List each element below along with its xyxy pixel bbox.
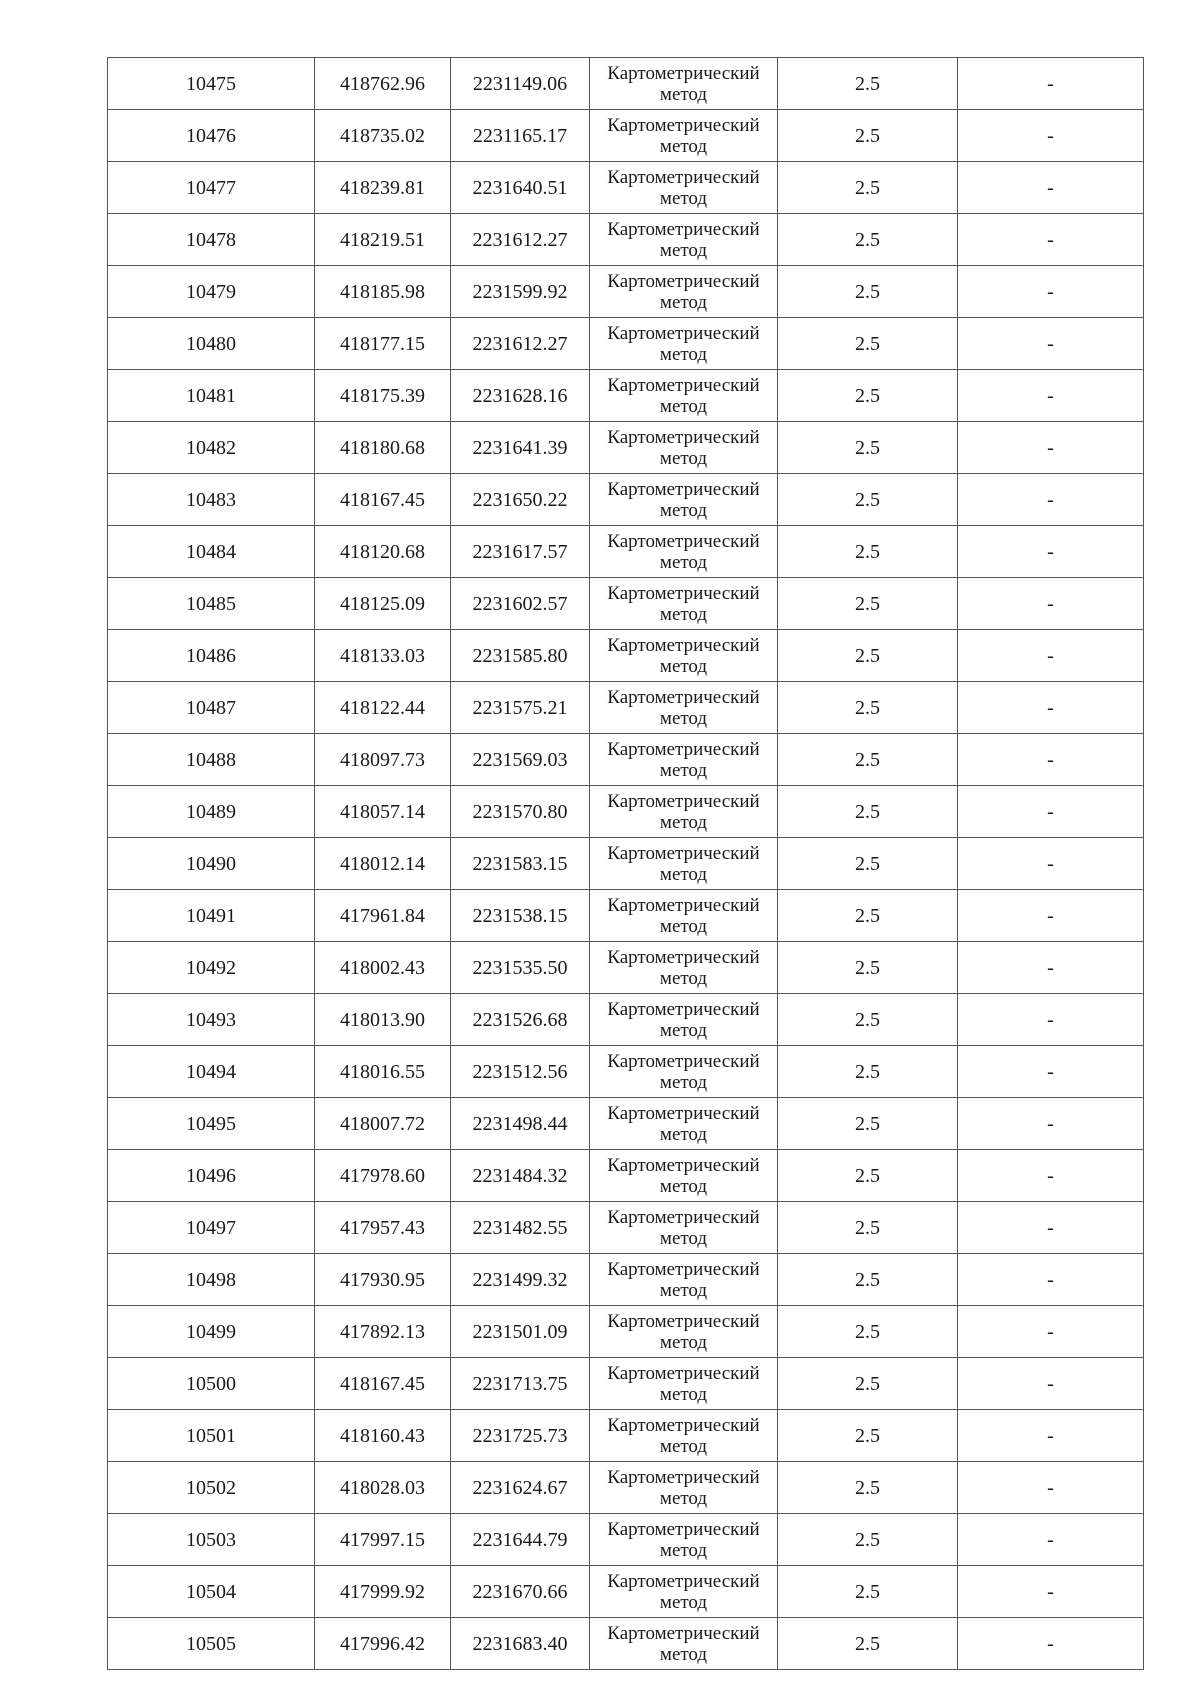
x-coordinate-cell: 418167.45 [315, 1358, 451, 1410]
point-number-cell: 10490 [108, 838, 315, 890]
precision-cell: 2.5 [778, 942, 958, 994]
precision-cell: 2.5 [778, 1410, 958, 1462]
method-cell [590, 994, 778, 1046]
precision-cell: 2.5 [778, 318, 958, 370]
method-line-1: Картометрический [607, 1311, 760, 1332]
precision-cell: 2.5 [778, 786, 958, 838]
y-coordinate-cell: 2231535.50 [451, 942, 590, 994]
note-cell: - [958, 1098, 1144, 1150]
y-coordinate-cell: 2231501.09 [451, 1306, 590, 1358]
point-number-cell: 10498 [108, 1254, 315, 1306]
method-line-1: Картометрический [607, 1259, 760, 1280]
method-line-2: метод [659, 1280, 708, 1301]
table-row [108, 1254, 1144, 1306]
note-cell: - [958, 1618, 1144, 1670]
x-coordinate-cell: 418120.68 [315, 526, 451, 578]
method-line-1: Картометрический [607, 687, 760, 708]
method-line-2: метод [659, 84, 708, 105]
method-line-2: метод [659, 1020, 708, 1041]
method-cell [590, 1306, 778, 1358]
precision-cell: 2.5 [778, 474, 958, 526]
note-cell: - [958, 474, 1144, 526]
y-coordinate-cell: 2231641.39 [451, 422, 590, 474]
method-line-2: метод [659, 1488, 708, 1509]
table-row [108, 422, 1144, 474]
note-cell: - [958, 942, 1144, 994]
method-line-1: Картометрический [607, 1623, 760, 1644]
x-coordinate-cell: 418013.90 [315, 994, 451, 1046]
method-line-2: метод [659, 448, 708, 469]
note-cell: - [958, 734, 1144, 786]
note-cell: - [958, 1046, 1144, 1098]
method-line-2: метод [659, 604, 708, 625]
table-row [108, 1566, 1144, 1618]
x-coordinate-cell: 417892.13 [315, 1306, 451, 1358]
x-coordinate-cell: 418125.09 [315, 578, 451, 630]
x-coordinate-cell: 418028.03 [315, 1462, 451, 1514]
method-cell [590, 1046, 778, 1098]
method-line-1: Картометрический [607, 739, 760, 760]
precision-cell: 2.5 [778, 1514, 958, 1566]
note-cell: - [958, 578, 1144, 630]
precision-cell: 2.5 [778, 214, 958, 266]
note-cell: - [958, 526, 1144, 578]
y-coordinate-cell: 2231585.80 [451, 630, 590, 682]
method-line-2: метод [659, 1176, 708, 1197]
y-coordinate-cell: 2231569.03 [451, 734, 590, 786]
y-coordinate-cell: 2231149.06 [451, 58, 590, 110]
method-line-1: Картометрический [607, 1155, 760, 1176]
point-number-cell: 10496 [108, 1150, 315, 1202]
method-line-2: метод [659, 760, 708, 781]
point-number-cell: 10475 [108, 58, 315, 110]
precision-cell: 2.5 [778, 1150, 958, 1202]
method-line-1: Картометрический [607, 427, 760, 448]
precision-cell: 2.5 [778, 734, 958, 786]
y-coordinate-cell: 2231575.21 [451, 682, 590, 734]
precision-cell: 2.5 [778, 1254, 958, 1306]
method-cell [590, 58, 778, 110]
coordinates-table-body [108, 58, 1144, 1670]
method-line-1: Картометрический [607, 375, 760, 396]
method-cell [590, 630, 778, 682]
precision-cell: 2.5 [778, 890, 958, 942]
table-row [108, 1046, 1144, 1098]
coordinates-table [107, 57, 1144, 1670]
method-line-2: метод [659, 968, 708, 989]
method-cell [590, 110, 778, 162]
precision-cell: 2.5 [778, 1618, 958, 1670]
y-coordinate-cell: 2231725.73 [451, 1410, 590, 1462]
x-coordinate-cell: 418007.72 [315, 1098, 451, 1150]
method-cell [590, 734, 778, 786]
table-row [108, 1306, 1144, 1358]
method-line-1: Картометрический [607, 1051, 760, 1072]
note-cell: - [958, 1150, 1144, 1202]
x-coordinate-cell: 418180.68 [315, 422, 451, 474]
y-coordinate-cell: 2231713.75 [451, 1358, 590, 1410]
method-line-2: метод [659, 136, 708, 157]
y-coordinate-cell: 2231484.32 [451, 1150, 590, 1202]
table-row [108, 318, 1144, 370]
method-cell [590, 526, 778, 578]
table-row [108, 578, 1144, 630]
method-line-1: Картометрический [607, 1571, 760, 1592]
note-cell: - [958, 58, 1144, 110]
precision-cell: 2.5 [778, 266, 958, 318]
note-cell: - [958, 1358, 1144, 1410]
y-coordinate-cell: 2231165.17 [451, 110, 590, 162]
method-line-2: метод [659, 1644, 708, 1665]
x-coordinate-cell: 418177.15 [315, 318, 451, 370]
precision-cell: 2.5 [778, 994, 958, 1046]
point-number-cell: 10482 [108, 422, 315, 474]
method-cell [590, 578, 778, 630]
point-number-cell: 10489 [108, 786, 315, 838]
x-coordinate-cell: 417999.92 [315, 1566, 451, 1618]
method-line-2: метод [659, 708, 708, 729]
method-cell [590, 318, 778, 370]
point-number-cell: 10477 [108, 162, 315, 214]
x-coordinate-cell: 418016.55 [315, 1046, 451, 1098]
method-line-1: Картометрический [607, 635, 760, 656]
table-row [108, 994, 1144, 1046]
precision-cell: 2.5 [778, 110, 958, 162]
table-row [108, 1150, 1144, 1202]
y-coordinate-cell: 2231683.40 [451, 1618, 590, 1670]
y-coordinate-cell: 2231650.22 [451, 474, 590, 526]
method-line-2: метод [659, 812, 708, 833]
point-number-cell: 10501 [108, 1410, 315, 1462]
table-row [108, 838, 1144, 890]
y-coordinate-cell: 2231644.79 [451, 1514, 590, 1566]
y-coordinate-cell: 2231640.51 [451, 162, 590, 214]
method-cell [590, 214, 778, 266]
method-line-2: метод [659, 240, 708, 261]
point-number-cell: 10505 [108, 1618, 315, 1670]
method-cell [590, 1410, 778, 1462]
point-number-cell: 10479 [108, 266, 315, 318]
note-cell: - [958, 1306, 1144, 1358]
x-coordinate-cell: 417978.60 [315, 1150, 451, 1202]
table-row [108, 110, 1144, 162]
method-line-1: Картометрический [607, 1519, 760, 1540]
point-number-cell: 10480 [108, 318, 315, 370]
point-number-cell: 10485 [108, 578, 315, 630]
x-coordinate-cell: 418219.51 [315, 214, 451, 266]
x-coordinate-cell: 417930.95 [315, 1254, 451, 1306]
method-cell [590, 1462, 778, 1514]
y-coordinate-cell: 2231570.80 [451, 786, 590, 838]
x-coordinate-cell: 418175.39 [315, 370, 451, 422]
table-row [108, 1358, 1144, 1410]
x-coordinate-cell: 418160.43 [315, 1410, 451, 1462]
point-number-cell: 10502 [108, 1462, 315, 1514]
point-number-cell: 10483 [108, 474, 315, 526]
x-coordinate-cell: 418735.02 [315, 110, 451, 162]
table-row [108, 1618, 1144, 1670]
point-number-cell: 10492 [108, 942, 315, 994]
method-line-2: метод [659, 500, 708, 521]
method-line-2: метод [659, 1332, 708, 1353]
table-row [108, 942, 1144, 994]
point-number-cell: 10488 [108, 734, 315, 786]
note-cell: - [958, 682, 1144, 734]
method-cell [590, 162, 778, 214]
table-row [108, 162, 1144, 214]
table-row [108, 786, 1144, 838]
method-line-2: метод [659, 552, 708, 573]
method-line-1: Картометрический [607, 167, 760, 188]
x-coordinate-cell: 417961.84 [315, 890, 451, 942]
precision-cell: 2.5 [778, 1462, 958, 1514]
y-coordinate-cell: 2231599.92 [451, 266, 590, 318]
method-line-1: Картометрический [607, 1207, 760, 1228]
precision-cell: 2.5 [778, 370, 958, 422]
method-cell [590, 474, 778, 526]
method-cell [590, 682, 778, 734]
method-line-2: метод [659, 916, 708, 937]
x-coordinate-cell: 418122.44 [315, 682, 451, 734]
method-cell [590, 1566, 778, 1618]
precision-cell: 2.5 [778, 1202, 958, 1254]
x-coordinate-cell: 418012.14 [315, 838, 451, 890]
method-line-2: метод [659, 344, 708, 365]
method-cell [590, 1358, 778, 1410]
table-row [108, 1514, 1144, 1566]
method-line-1: Картометрический [607, 63, 760, 84]
table-row [108, 266, 1144, 318]
method-line-1: Картометрический [607, 479, 760, 500]
y-coordinate-cell: 2231498.44 [451, 1098, 590, 1150]
precision-cell: 2.5 [778, 58, 958, 110]
method-line-1: Картометрический [607, 791, 760, 812]
method-line-1: Картометрический [607, 1415, 760, 1436]
method-line-2: метод [659, 864, 708, 885]
precision-cell: 2.5 [778, 1566, 958, 1618]
note-cell: - [958, 1566, 1144, 1618]
x-coordinate-cell: 418097.73 [315, 734, 451, 786]
precision-cell: 2.5 [778, 1358, 958, 1410]
note-cell: - [958, 266, 1144, 318]
precision-cell: 2.5 [778, 1046, 958, 1098]
note-cell: - [958, 1254, 1144, 1306]
y-coordinate-cell: 2231482.55 [451, 1202, 590, 1254]
point-number-cell: 10491 [108, 890, 315, 942]
table-row [108, 214, 1144, 266]
point-number-cell: 10484 [108, 526, 315, 578]
method-line-1: Картометрический [607, 219, 760, 240]
table-row [108, 682, 1144, 734]
method-line-2: метод [659, 1540, 708, 1561]
note-cell: - [958, 786, 1144, 838]
note-cell: - [958, 1410, 1144, 1462]
method-cell [590, 422, 778, 474]
method-line-2: метод [659, 1592, 708, 1613]
y-coordinate-cell: 2231612.27 [451, 214, 590, 266]
point-number-cell: 10476 [108, 110, 315, 162]
note-cell: - [958, 1514, 1144, 1566]
point-number-cell: 10495 [108, 1098, 315, 1150]
y-coordinate-cell: 2231617.57 [451, 526, 590, 578]
precision-cell: 2.5 [778, 1098, 958, 1150]
method-line-2: метод [659, 656, 708, 677]
method-cell [590, 890, 778, 942]
y-coordinate-cell: 2231512.56 [451, 1046, 590, 1098]
x-coordinate-cell: 418185.98 [315, 266, 451, 318]
x-coordinate-cell: 418239.81 [315, 162, 451, 214]
point-number-cell: 10500 [108, 1358, 315, 1410]
table-row [108, 1202, 1144, 1254]
y-coordinate-cell: 2231628.16 [451, 370, 590, 422]
method-cell [590, 266, 778, 318]
note-cell: - [958, 890, 1144, 942]
note-cell: - [958, 838, 1144, 890]
point-number-cell: 10481 [108, 370, 315, 422]
note-cell: - [958, 214, 1144, 266]
method-line-1: Картометрический [607, 583, 760, 604]
y-coordinate-cell: 2231670.66 [451, 1566, 590, 1618]
method-line-2: метод [659, 1228, 708, 1249]
method-line-1: Картометрический [607, 843, 760, 864]
method-line-2: метод [659, 1072, 708, 1093]
method-line-2: метод [659, 188, 708, 209]
table-row [108, 1098, 1144, 1150]
point-number-cell: 10503 [108, 1514, 315, 1566]
x-coordinate-cell: 417997.15 [315, 1514, 451, 1566]
method-line-1: Картометрический [607, 531, 760, 552]
y-coordinate-cell: 2231602.57 [451, 578, 590, 630]
point-number-cell: 10487 [108, 682, 315, 734]
method-cell [590, 370, 778, 422]
method-line-1: Картометрический [607, 999, 760, 1020]
x-coordinate-cell: 417957.43 [315, 1202, 451, 1254]
table-row [108, 890, 1144, 942]
method-cell [590, 1150, 778, 1202]
method-line-1: Картометрический [607, 1363, 760, 1384]
method-line-2: метод [659, 396, 708, 417]
point-number-cell: 10499 [108, 1306, 315, 1358]
y-coordinate-cell: 2231538.15 [451, 890, 590, 942]
method-line-1: Картометрический [607, 323, 760, 344]
method-cell [590, 838, 778, 890]
table-row [108, 58, 1144, 110]
point-number-cell: 10486 [108, 630, 315, 682]
x-coordinate-cell: 418762.96 [315, 58, 451, 110]
x-coordinate-cell: 418133.03 [315, 630, 451, 682]
point-number-cell: 10497 [108, 1202, 315, 1254]
x-coordinate-cell: 418002.43 [315, 942, 451, 994]
method-line-2: метод [659, 1436, 708, 1457]
point-number-cell: 10494 [108, 1046, 315, 1098]
note-cell: - [958, 422, 1144, 474]
note-cell: - [958, 162, 1144, 214]
method-cell [590, 1254, 778, 1306]
precision-cell: 2.5 [778, 422, 958, 474]
table-row [108, 734, 1144, 786]
y-coordinate-cell: 2231612.27 [451, 318, 590, 370]
method-cell [590, 1618, 778, 1670]
point-number-cell: 10504 [108, 1566, 315, 1618]
table-row [108, 526, 1144, 578]
method-cell [590, 1098, 778, 1150]
note-cell: - [958, 110, 1144, 162]
method-line-1: Картометрический [607, 1467, 760, 1488]
method-cell [590, 786, 778, 838]
x-coordinate-cell: 417996.42 [315, 1618, 451, 1670]
precision-cell: 2.5 [778, 838, 958, 890]
table-row [108, 1462, 1144, 1514]
method-line-1: Картометрический [607, 271, 760, 292]
method-line-1: Картометрический [607, 895, 760, 916]
method-line-2: метод [659, 1124, 708, 1145]
method-line-2: метод [659, 1384, 708, 1405]
precision-cell: 2.5 [778, 526, 958, 578]
method-line-1: Картометрический [607, 115, 760, 136]
method-cell [590, 1202, 778, 1254]
precision-cell: 2.5 [778, 1306, 958, 1358]
y-coordinate-cell: 2231499.32 [451, 1254, 590, 1306]
precision-cell: 2.5 [778, 630, 958, 682]
method-line-2: метод [659, 292, 708, 313]
note-cell: - [958, 1462, 1144, 1514]
note-cell: - [958, 994, 1144, 1046]
precision-cell: 2.5 [778, 578, 958, 630]
table-row [108, 630, 1144, 682]
method-line-1: Картометрический [607, 1103, 760, 1124]
table-row [108, 370, 1144, 422]
method-cell [590, 942, 778, 994]
precision-cell: 2.5 [778, 162, 958, 214]
method-line-1: Картометрический [607, 947, 760, 968]
y-coordinate-cell: 2231583.15 [451, 838, 590, 890]
x-coordinate-cell: 418167.45 [315, 474, 451, 526]
method-cell [590, 1514, 778, 1566]
precision-cell: 2.5 [778, 682, 958, 734]
y-coordinate-cell: 2231624.67 [451, 1462, 590, 1514]
note-cell: - [958, 370, 1144, 422]
table-row [108, 1410, 1144, 1462]
point-number-cell: 10478 [108, 214, 315, 266]
note-cell: - [958, 630, 1144, 682]
x-coordinate-cell: 418057.14 [315, 786, 451, 838]
table-row [108, 474, 1144, 526]
note-cell: - [958, 318, 1144, 370]
point-number-cell: 10493 [108, 994, 315, 1046]
note-cell: - [958, 1202, 1144, 1254]
y-coordinate-cell: 2231526.68 [451, 994, 590, 1046]
